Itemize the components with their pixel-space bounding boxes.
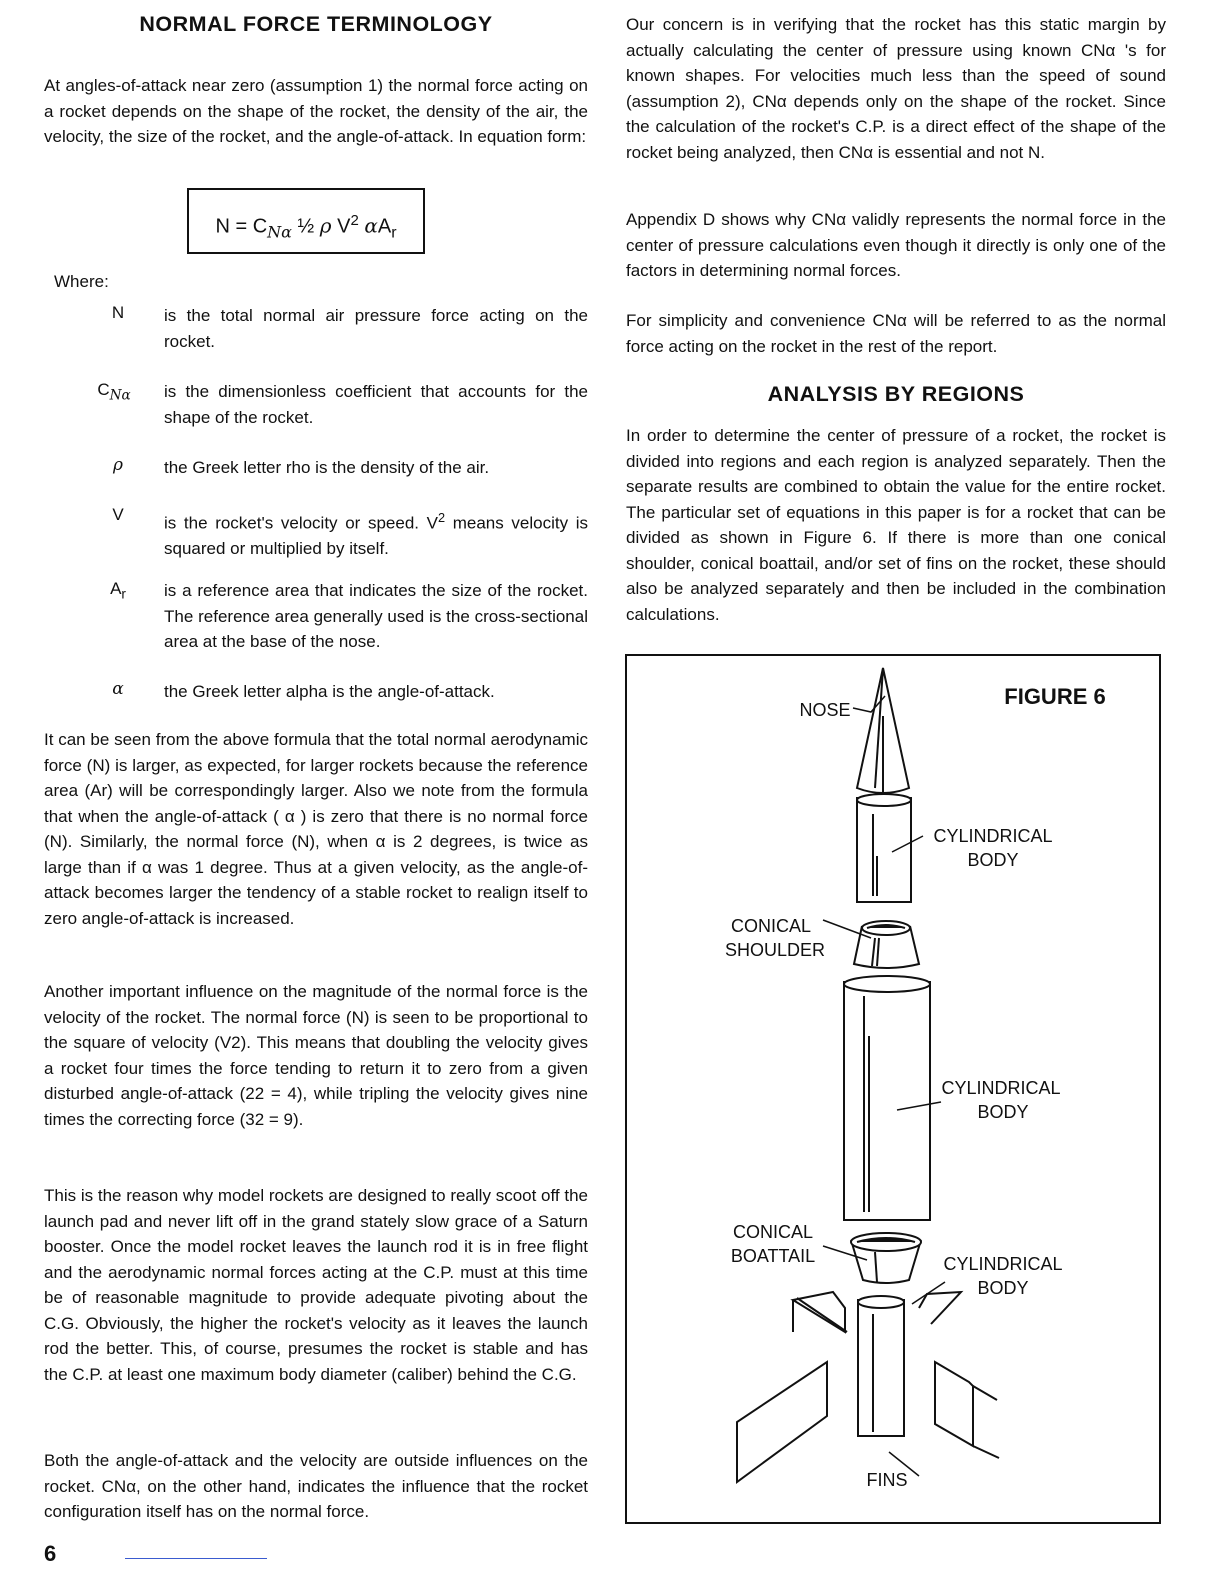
definition-alpha: the Greek letter alpha is the angle-of-attack. — [164, 682, 495, 701]
paragraph-appendix-d: Appendix D shows why CNα validly represents the normal force in the center of pressure calculations even though it directly is only one of the factors in determining normal forces. — [626, 210, 1166, 280]
label-cylindrical-body-3-line2: BODY — [977, 1278, 1029, 1298]
label-nose: NOSE — [799, 700, 851, 720]
footer-rule — [125, 1558, 267, 1559]
label-cylindrical-body-3-line1: CYLINDRICAL — [943, 1254, 1063, 1274]
paragraph-velocity: Another important influence on the magnitude of the normal force is the velocity of the rocket. The normal force (N) is seen to be proportional to the square of velocity (V2). This means that doubling the velocity gives a rocket four times the force tending to return it to zero from a given disturbed angle-of-attack (22 = 4), while tripling the velocity gives nine times the correcting force (32 = 9). — [44, 982, 588, 1129]
definition-rho: the Greek letter rho is the density of the air. — [164, 458, 490, 477]
nose-cone — [857, 668, 909, 793]
label-cylindrical-body-1-line2: BODY — [967, 850, 1019, 870]
normal-force-formula: $N = C_{N\alpha}$ ½ ρ $V^2$ $\alpha A_r$ — [187, 188, 425, 254]
label-cylindrical-body-1-line1: CYLINDRICAL — [933, 826, 1053, 846]
label-conical-boattail-line2: BOATTAIL — [730, 1246, 816, 1266]
label-fins: FINS — [866, 1470, 908, 1490]
symbol-rho: ρ — [113, 455, 123, 475]
paragraph-static-margin: Our concern is in verifying that the rocket has this static margin by actually calculating the center of pressure using known CNα 's for known shapes. For velocities much less than the speed of sound (assumption 2), CNα depends only on the shape of the rocket. Since the calculation of the rocket's C.P. is a direct effect of the shape of the rocket being analyzed, then CNα is essential and not N. — [626, 15, 1166, 162]
conical-shoulder — [854, 921, 919, 968]
intro-paragraph: At angles-of-attack near zero (assumption 1) the normal force acting on a rocket depends on the shape of the rocket, the density of the air, the velocity, the size of the rocket, and the angle-of-attack. In equation form: — [44, 76, 588, 146]
definition-cn-alpha: is the dimensionless coefficient that accounts for the shape of the rocket. — [164, 382, 588, 427]
symbol-cn-alpha: $C_{N\alpha}$ — [97, 380, 131, 404]
rocket-diagram — [627, 656, 1163, 1526]
symbol-alpha: α — [112, 679, 124, 699]
heading-analysis-by-regions: ANALYSIS BY REGIONS — [767, 382, 1025, 406]
page-number: 6 — [44, 1541, 57, 1566]
cylindrical-body-3 — [858, 1296, 904, 1436]
label-conical-shoulder-line1: CONICAL — [730, 916, 812, 936]
cylindrical-body-2 — [844, 976, 930, 1220]
figure-6 — [625, 654, 1161, 1524]
symbol-v: V — [112, 505, 124, 524]
symbol-ar: $A_r$ — [110, 579, 126, 602]
symbol-n: N — [111, 303, 125, 322]
definition-ar: is a reference area that indicates the size of the rocket. The reference area generally used is the cross-sectional area at the base of the nose. — [164, 581, 588, 651]
paragraph-regions: In order to determine the center of pressure of a rocket, the rocket is divided into regions and each region is analyzed separately. Then the separate results are combined to obtain the value for the entire rocket. The particular set of equations in this paper is for a rocket that can be divided as shown in Figure 6. If there is more than one conical shoulder, conical boattail, and/or set of fins on the rocket, these should also be analyzed separately and then be included in the combination calculations. — [626, 426, 1166, 624]
cylindrical-body-1 — [857, 794, 911, 902]
figure-title: FIGURE 6 — [1004, 684, 1106, 709]
label-cylindrical-body-2-line1: CYLINDRICAL — [941, 1078, 1061, 1098]
where-label: Where: — [54, 272, 109, 291]
label-conical-boattail-line1: CONICAL — [732, 1222, 814, 1242]
label-conical-shoulder-line2: SHOULDER — [724, 940, 826, 960]
paragraph-normal-force-size: It can be seen from the above formula that the total normal aerodynamic force (N) is larger, as expected, for larger rockets because the reference area (Ar) will be correspondingly larger. Also we note from the formula that when the angle-of-attack ( α ) is zero that there is no normal force (N). Similarly, the normal force (N), when α is 2 degrees, is twice as large than if α was 1 degree. Thus at a given velocity, as the angle-of-attack becomes larger the tendency of a stable rocket to realign itself to zero angle-of-attack is increased. — [44, 730, 588, 928]
paragraph-simplicity: For simplicity and convenience CNα will be referred to as the normal force acting on the rocket in the rest of the report. — [626, 311, 1166, 356]
label-cylindrical-body-2-line2: BODY — [977, 1102, 1029, 1122]
definition-v: is the rocket's velocity or speed. $V^2$ means velocity is squared or multiplied by itself. — [164, 510, 588, 559]
paragraph-outside-influences: Both the angle-of-attack and the velocity are outside influences on the rocket. CNα, on the other hand, indicates the influence that the rocket configuration itself has on the normal force. — [44, 1451, 588, 1521]
heading-normal-force-terminology: NORMAL FORCE TERMINOLOGY — [139, 12, 493, 36]
paragraph-launch: This is the reason why model rockets are designed to really scoot off the launch pad and never lift off in the grand stately slow grace of a Saturn booster. Once the model rocket leaves the launch rod it is in free flight and the aerodynamic normal forces acting at the C.P. must at this time be of reasonable magnitude to provide adequate pivoting about the C.G. Obviously, the higher the rocket's velocity as it leaves the launch rod the better. This, of course, presumes the rocket is stable and has the C.P. at least one maximum body diameter (caliber) behind the C.G. — [44, 1186, 588, 1384]
definition-n: is the total normal air pressure force acting on the rocket. — [164, 306, 588, 351]
